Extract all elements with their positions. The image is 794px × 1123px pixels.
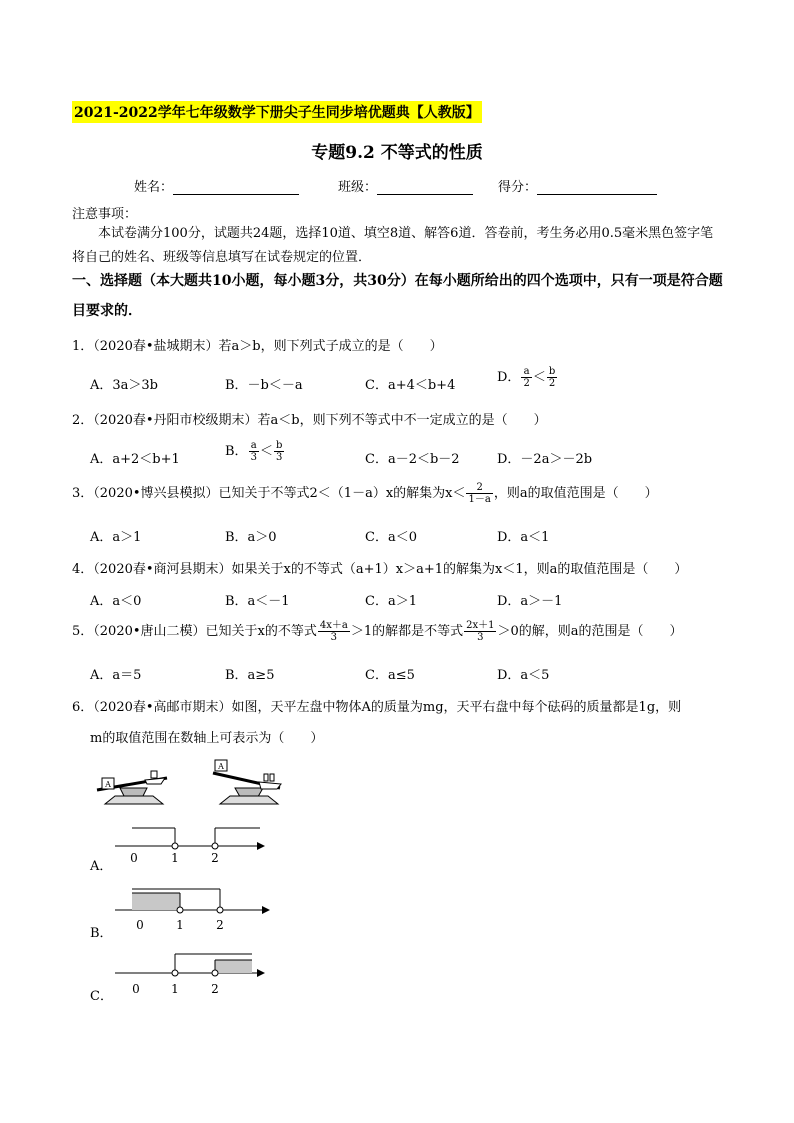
q5-option-b: B．a≥5 bbox=[225, 668, 275, 683]
score-field bbox=[498, 176, 657, 195]
question-1-stem: 1．（2020春•盐城期末）若a＞b，则下列式子成立的是（ ） bbox=[72, 339, 443, 354]
q3-option-a: A．a＞1 bbox=[90, 530, 142, 545]
q3-option-c: C．a＜0 bbox=[365, 530, 417, 545]
notice-body: 本试卷满分100分，试题共24题，选择10道、填空8道、解答6道．答卷前，考生务必用0.5毫米黑色签字笔将自己的姓名、班级等信息填写在试卷规定的位置． bbox=[72, 226, 714, 265]
q4-option-c: C．a＞1 bbox=[365, 594, 417, 609]
q2-b-frac-b: $\frac{b}{3}$ bbox=[275, 440, 283, 463]
q1-d-frac-b: $\frac{b}{2}$ bbox=[548, 366, 556, 389]
score-line[interactable] bbox=[537, 180, 657, 195]
q5-frac-1: $\frac{4x+a}{3}$ bbox=[319, 620, 348, 643]
q5-option-d: D．a＜5 bbox=[497, 668, 550, 683]
q1-option-c: C．a+4＜b+4 bbox=[365, 378, 456, 393]
q6-option-c-label: C． bbox=[90, 989, 113, 1004]
q2-option-c: C．a－2＜b－2 bbox=[365, 452, 460, 467]
notice-heading: 注意事项： bbox=[72, 207, 138, 222]
q1-option-d: D． $\frac{a}{2}$ ＜ $\frac{b}{2}$ bbox=[497, 366, 556, 389]
tick-2: 2 bbox=[211, 982, 219, 996]
tick-0: 0 bbox=[132, 982, 140, 996]
q4-option-d: D．a＞－1 bbox=[497, 594, 563, 609]
tick-1: 1 bbox=[171, 851, 179, 864]
q1-d-frac-a: $\frac{a}{2}$ bbox=[523, 366, 530, 389]
q2-option-b: B． $\frac{a}{3}$ ＜ $\frac{b}{3}$ bbox=[225, 440, 283, 463]
balance-right bbox=[213, 760, 281, 804]
name-line[interactable] bbox=[173, 180, 299, 195]
class-field bbox=[338, 176, 473, 195]
question-2-stem: 2．（2020春•丹阳市校级期末）若a＜b，则下列不等式中不一定成立的是（ ） bbox=[72, 413, 547, 428]
q3-option-b: B．a＞0 bbox=[225, 530, 277, 545]
q5-option-c: C．a≤5 bbox=[365, 668, 415, 683]
tick-0: 0 bbox=[130, 851, 138, 864]
tick-2: 2 bbox=[216, 918, 224, 932]
q6-option-c-number-line bbox=[110, 950, 270, 998]
balance-left bbox=[97, 771, 167, 804]
q1-d-label: D． bbox=[497, 370, 521, 385]
q6-option-a-number-line bbox=[110, 822, 270, 864]
series-banner: 2021-2022学年七年级数学下册尖子生同步培优题典【人教版】 bbox=[72, 101, 482, 123]
page-title: 专题9.2 不等式的性质 bbox=[311, 143, 483, 163]
q6-option-a-label: A． bbox=[90, 859, 113, 874]
q1-option-a: A．3a＞3b bbox=[90, 378, 159, 393]
q2-option-d: D．－2a＞－2b bbox=[497, 452, 593, 467]
q4-option-a: A．a＜0 bbox=[90, 594, 142, 609]
tick-2: 2 bbox=[211, 851, 219, 864]
q2-option-a: A．a+2＜b+1 bbox=[90, 452, 180, 467]
name-field bbox=[134, 176, 299, 195]
q6-option-b-label: B． bbox=[90, 926, 113, 941]
q5-frac-2: $\frac{2x+1}{3}$ bbox=[466, 620, 495, 643]
q4-option-b: B．a＜－1 bbox=[225, 594, 290, 609]
question-5-stem: 5．（2020•唐山二模）已知关于x的不等式 $\frac{4x+a}{3}$ ＞1的解都是不等式 $\frac{2x+1}{3}$ ＞0的解，则a的范围是（ ） bbox=[72, 620, 683, 643]
score-label: 得分： bbox=[498, 180, 538, 195]
q5-option-a: A．a＝5 bbox=[90, 668, 142, 683]
tick-1: 1 bbox=[171, 982, 179, 996]
q2-b-frac-a: $\frac{a}{3}$ bbox=[250, 440, 257, 463]
tick-0: 0 bbox=[136, 918, 144, 932]
question-3-stem: 3．（2020•博兴县模拟）已知关于不等式2＜（1－a）x的解集为x＜ $\frac{2}{1-a}$ ，则a的取值范围是（ ） bbox=[72, 482, 658, 505]
q3-frac: $\frac{2}{1-a}$ bbox=[468, 482, 491, 505]
q3-option-d: D．a＜1 bbox=[497, 530, 550, 545]
question-6-stem-line2: m的取值范围在数轴上可表示为（ ） bbox=[90, 731, 324, 746]
q1-option-b: B．－b＜－a bbox=[225, 378, 303, 393]
section-heading: 一、选择题（本大题共10小题，每小题3分，共30分）在每小题所给出的四个选项中，只有一项是符合题目要求的． bbox=[72, 273, 723, 319]
class-line[interactable] bbox=[377, 180, 473, 195]
question-6-stem-line1: 6．（2020春•高邮市期末）如图，天平左盘中物体A的质量为mg，天平右盘中每个砝码的质量都是1g，则 bbox=[72, 700, 682, 715]
q6-option-b-number-line bbox=[110, 883, 275, 935]
left-object-label: A bbox=[105, 780, 111, 789]
right-object-label: A bbox=[218, 762, 224, 771]
tick-1: 1 bbox=[176, 918, 184, 932]
question-4-stem: 4．（2020春•商河县期末）如果关于x的不等式（a+1）x＞a+1的解集为x＜1，则a的取值范围是（ ） bbox=[72, 562, 688, 577]
balance-scales-figure bbox=[95, 758, 295, 810]
name-label: 姓名： bbox=[134, 180, 174, 195]
class-label: 班级： bbox=[338, 180, 378, 195]
